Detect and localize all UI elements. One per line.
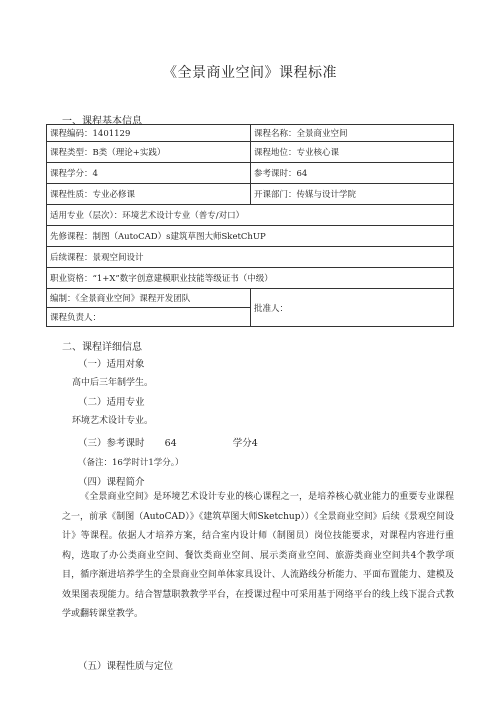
- table-cell: 后续课程：景观空间设计: [47, 247, 454, 268]
- table-cell: 课程编码：1401129: [47, 125, 251, 142]
- table-cell: 课程负责人：: [47, 308, 251, 327]
- table-cell: 先修课程：制图（AutoCAD）s建筑草图大师SketChUP: [47, 226, 454, 247]
- table-row: [47, 163, 454, 184]
- table-cell: 课程地位：专业核心课: [251, 142, 454, 163]
- table-row: [47, 205, 454, 226]
- section-heading-detail-info: 二、课程详细信息: [62, 342, 142, 353]
- target-text: 高中后三年制学生。: [72, 378, 154, 388]
- table-cell: 课程名称：全景商业空间: [251, 125, 454, 142]
- table-cell: 适用专业（层次）：环境艺术设计专业（普专/对口）: [47, 205, 454, 226]
- table-cell: 课程学分：4: [47, 163, 251, 184]
- table-cell: 职业资格：“1+X”数字创意建模职业技能等级证书（中级）: [47, 268, 454, 289]
- table-cell: 课程类型：B类（理论+实践）: [47, 142, 251, 163]
- hours-note: （备注：16学时计1学分。）: [78, 458, 184, 468]
- credit-text: 学分4: [232, 438, 258, 449]
- intro-text: 《全景商业空间》是环境艺术设计专业的核心课程之一，是培养核心就业能力的重要专业课程之一，前承《制图（AutoCAD）》《建筑草图大师Sketchup））《全景商业空间》后续《景观空间设计》等课程。依据人才培养方案，结合室内设计师（制图员）岗位技能要求，对课程内容进行重构，选取了办公类商业空间、餐饮类商业空间、展示类商业空间、旅游类商业空间共4个教学项目，循序渐进培养学生的全景商业空间单体家具设计、人流路线分析能力、平面布置能力、建模及效果图表现能力。结合智慧职教教学平台，在授课过程中可采用基于网络平台的线上线下混合式教学或翻转课堂教学。: [62, 492, 454, 619]
- table-row: [47, 184, 454, 205]
- section-heading-basic-info: 一、课程基本信息: [62, 116, 142, 127]
- table-row: [47, 125, 454, 142]
- table-row: [47, 142, 454, 163]
- subheading-intro: （四）课程简介: [78, 477, 145, 488]
- table-row: [47, 226, 454, 247]
- table-cell: 编制：《全景商业空间》课程开发团队: [47, 289, 251, 308]
- subheading-nature: （五）课程性质与定位: [78, 661, 174, 672]
- subheading-major: （二）适用专业: [78, 397, 145, 408]
- major-text: 环境艺术设计专业。: [72, 416, 154, 426]
- hours-value: 64: [164, 438, 177, 449]
- subheading-target: （一）适用对象: [78, 359, 145, 370]
- intro-paragraph: [62, 488, 454, 625]
- subheading-hours: （三）参考课时: [78, 438, 145, 449]
- table-row: [47, 289, 454, 308]
- table-cell: 课程性质：专业必修课: [47, 184, 251, 205]
- course-info-table: [46, 124, 454, 327]
- table-cell: 参考课时：64: [251, 163, 454, 184]
- page-title: 《全景商业空间》课程标准: [163, 65, 337, 81]
- table-cell: 批准人：: [251, 289, 454, 327]
- table-row: [47, 268, 454, 289]
- table-row: [47, 247, 454, 268]
- hours-line: [78, 435, 258, 449]
- table-cell: 开课部门：传媒与设计学院: [251, 184, 454, 205]
